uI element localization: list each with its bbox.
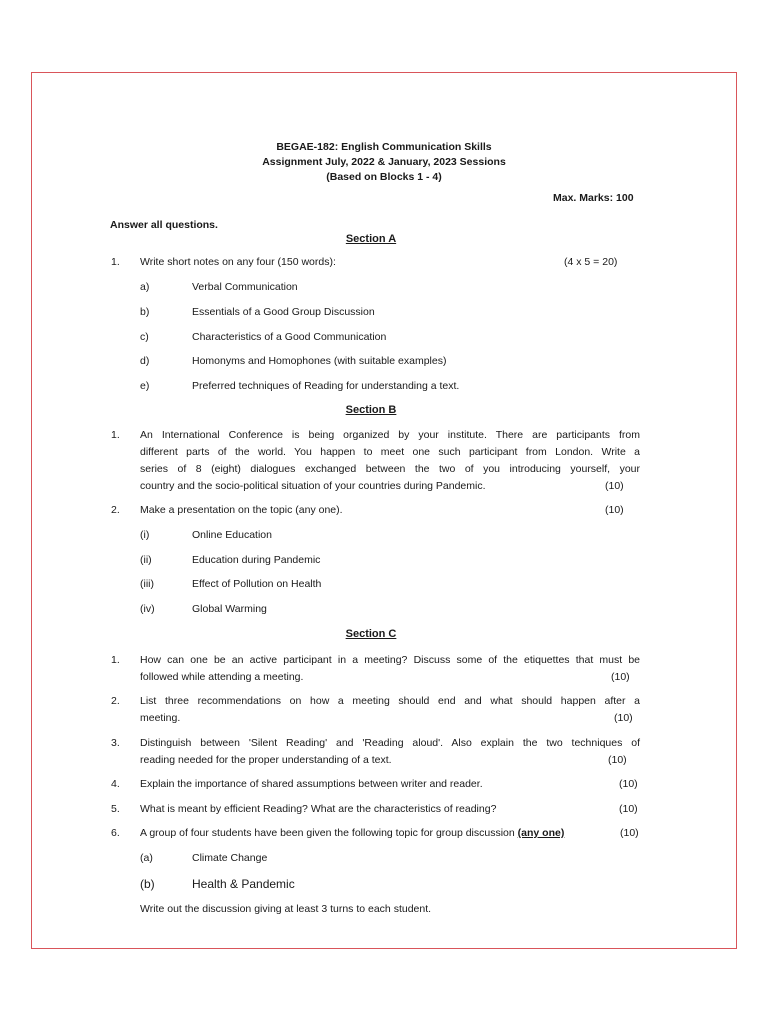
- list-item-label: (i): [140, 529, 150, 541]
- question-text-line: How can one be an active participant in a meeting? Discuss some of the etiquettes that must be: [140, 654, 640, 666]
- question-text-line: Distinguish between 'Silent Reading' and 'Reading aloud'. Also explain the two techniques of: [140, 737, 640, 749]
- question-number: 1.: [111, 256, 120, 268]
- section-c-title: Section C: [345, 628, 397, 640]
- question-text-line: series of 8 (eight) dialogues exchanged between the two of you introducing yourself, your: [140, 463, 640, 475]
- question-marks: (10): [614, 712, 633, 724]
- blocks-note: (Based on Blocks 1 - 4): [326, 171, 442, 183]
- question-text: Make a presentation on the topic (any one).: [140, 504, 343, 516]
- question-text-line: reading needed for the proper understanding of a text.: [140, 754, 392, 766]
- question-number: 1.: [111, 654, 120, 666]
- list-item-text: Homonyms and Homophones (with suitable examples): [192, 355, 447, 367]
- list-item-text: Global Warming: [192, 603, 267, 615]
- question-marks: (10): [619, 778, 638, 790]
- max-marks: Max. Marks: 100: [553, 192, 634, 204]
- question-number: 2.: [111, 504, 120, 516]
- question-text: Explain the importance of shared assumptions between writer and reader.: [140, 778, 483, 790]
- question-number: 2.: [111, 695, 120, 707]
- list-item-label: (iii): [140, 578, 154, 590]
- question-text-line: List three recommendations on how a meeting should end and what should happen after a: [140, 695, 640, 707]
- list-item-label: e): [140, 380, 150, 392]
- question-text-main: A group of four students have been given the following topic for group discussion: [140, 827, 515, 839]
- list-item-text: Climate Change: [192, 852, 268, 864]
- question-number: 4.: [111, 778, 120, 790]
- question-marks: (10): [619, 803, 638, 815]
- question-marks: (10): [620, 827, 639, 839]
- question-number: 3.: [111, 737, 120, 749]
- list-item-label: b): [140, 306, 150, 318]
- question-emphasis: (any one): [517, 827, 565, 839]
- question-number: 6.: [111, 827, 120, 839]
- list-item-label: (iv): [140, 603, 155, 615]
- section-a-title: Section A: [345, 233, 397, 245]
- list-item-label: (b): [140, 877, 155, 891]
- list-item-label: d): [140, 355, 150, 367]
- question-marks: (10): [605, 504, 624, 516]
- question-number: 5.: [111, 803, 120, 815]
- question-text-line: meeting.: [140, 712, 181, 724]
- question-marks: (10): [605, 480, 624, 492]
- instruction: Answer all questions.: [110, 219, 218, 231]
- list-item-text: Effect of Pollution on Health: [192, 578, 322, 590]
- question-text-line: country and the socio-political situation of your countries during Pandemic.: [140, 480, 486, 492]
- question-text: Write short notes on any four (150 words):: [140, 256, 336, 268]
- list-item-label: (a): [140, 852, 153, 864]
- question-text: [140, 827, 564, 839]
- assignment-title: Assignment July, 2022 & January, 2023 Sessions: [262, 156, 506, 168]
- question-number: 1.: [111, 429, 120, 441]
- list-item-label: c): [140, 331, 149, 343]
- question-text-line: An International Conference is being organized by your institute. There are participants from: [140, 429, 640, 441]
- question-text: What is meant by efficient Reading? What are the characteristics of reading?: [140, 803, 497, 815]
- question-marks: (10): [608, 754, 627, 766]
- question-text-line: different parts of the world. You happen to meet one such participant from London. Write a: [140, 446, 640, 458]
- list-item-text: Health & Pandemic: [192, 877, 295, 891]
- list-item-text: Characteristics of a Good Communication: [192, 331, 387, 343]
- list-item-text: Online Education: [192, 529, 272, 541]
- list-item-label: (ii): [140, 554, 152, 566]
- list-item-text: Verbal Communication: [192, 281, 298, 293]
- list-item-text: Education during Pandemic: [192, 554, 321, 566]
- section-b-title: Section B: [345, 404, 397, 416]
- question-text-line: followed while attending a meeting.: [140, 671, 304, 683]
- instruction-footer: Write out the discussion giving at least 3 turns to each student.: [140, 903, 432, 915]
- question-marks: (10): [611, 671, 630, 683]
- course-title: BEGAE-182: English Communication Skills: [276, 141, 492, 153]
- list-item-text: Preferred techniques of Reading for understanding a text.: [192, 380, 460, 392]
- list-item-text: Essentials of a Good Group Discussion: [192, 306, 375, 318]
- list-item-label: a): [140, 281, 150, 293]
- question-marks: (4 x 5 = 20): [564, 256, 618, 268]
